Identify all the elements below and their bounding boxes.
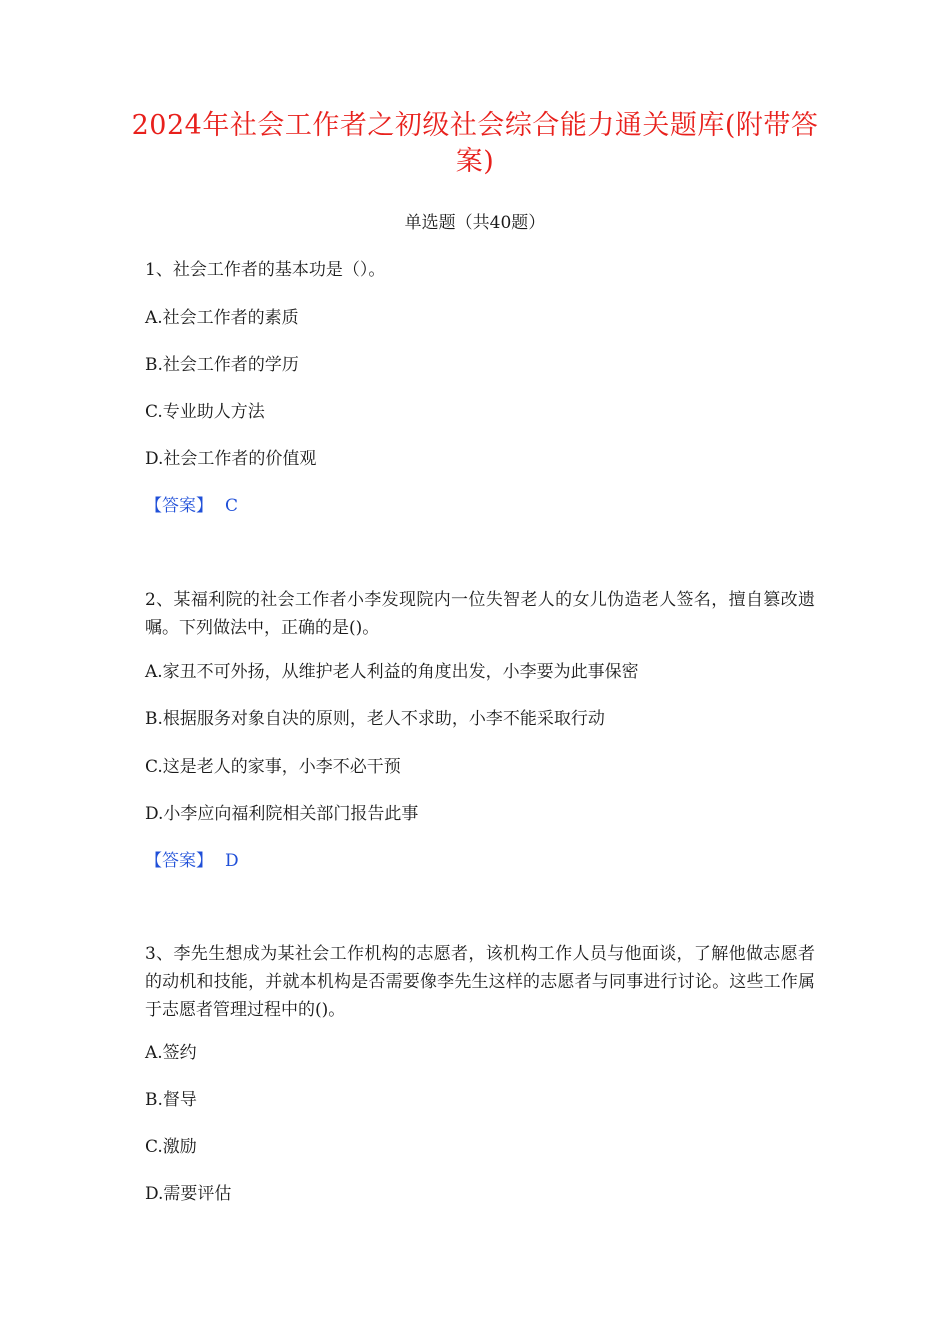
question-2-stem: 2、某福利院的社会工作者小李发现院内一位失智老人的女儿伪造老人签名，擅自篡改遗嘱。下列做法中，正确的是()。 bbox=[145, 590, 815, 638]
question-1-option-a: A.社会工作者的素质 bbox=[145, 308, 299, 328]
answer-label: 【答案】 bbox=[145, 496, 213, 516]
question-3-stem: 3、李先生想成为某社会工作机构的志愿者，该机构工作人员与他面谈，了解他做志愿者的动机和技能，并就本机构是否需要像李先生这样的志愿者与同事进行讨论。这些工作属于志愿者管理过程中的()。 bbox=[145, 944, 815, 1020]
question-2-option-a: A.家丑不可外扬，从维护老人利益的角度出发，小李要为此事保密 bbox=[145, 662, 639, 682]
question-1-option-d: D.社会工作者的价值观 bbox=[145, 449, 317, 469]
answer-value: D bbox=[225, 851, 239, 871]
question-3-option-b: B.督导 bbox=[145, 1090, 197, 1110]
document-title: 2024年社会工作者之初级社会综合能力通关题库(附带答案) bbox=[131, 110, 819, 177]
question-1-stem: 1、社会工作者的基本功是（）。 bbox=[145, 260, 386, 280]
question-3-option-a: A.签约 bbox=[145, 1043, 197, 1063]
question-1-option-b: B.社会工作者的学历 bbox=[145, 355, 299, 375]
question-3-option-c: C.激励 bbox=[145, 1137, 197, 1157]
question-1-option-c: C.专业助人方法 bbox=[145, 402, 265, 422]
question-2-answer bbox=[145, 849, 239, 873]
section-heading: 单选题（共40题） bbox=[404, 213, 546, 233]
question-2-option-d: D.小李应向福利院相关部门报告此事 bbox=[145, 804, 419, 824]
question-1-answer bbox=[145, 494, 238, 518]
answer-value: C bbox=[225, 496, 239, 516]
question-3-option-d: D.需要评估 bbox=[145, 1184, 232, 1204]
answer-label: 【答案】 bbox=[145, 851, 213, 871]
question-2-option-c: C.这是老人的家事，小李不必干预 bbox=[145, 757, 401, 777]
question-2-option-b: B.根据服务对象自决的原则，老人不求助，小李不能采取行动 bbox=[145, 709, 605, 729]
